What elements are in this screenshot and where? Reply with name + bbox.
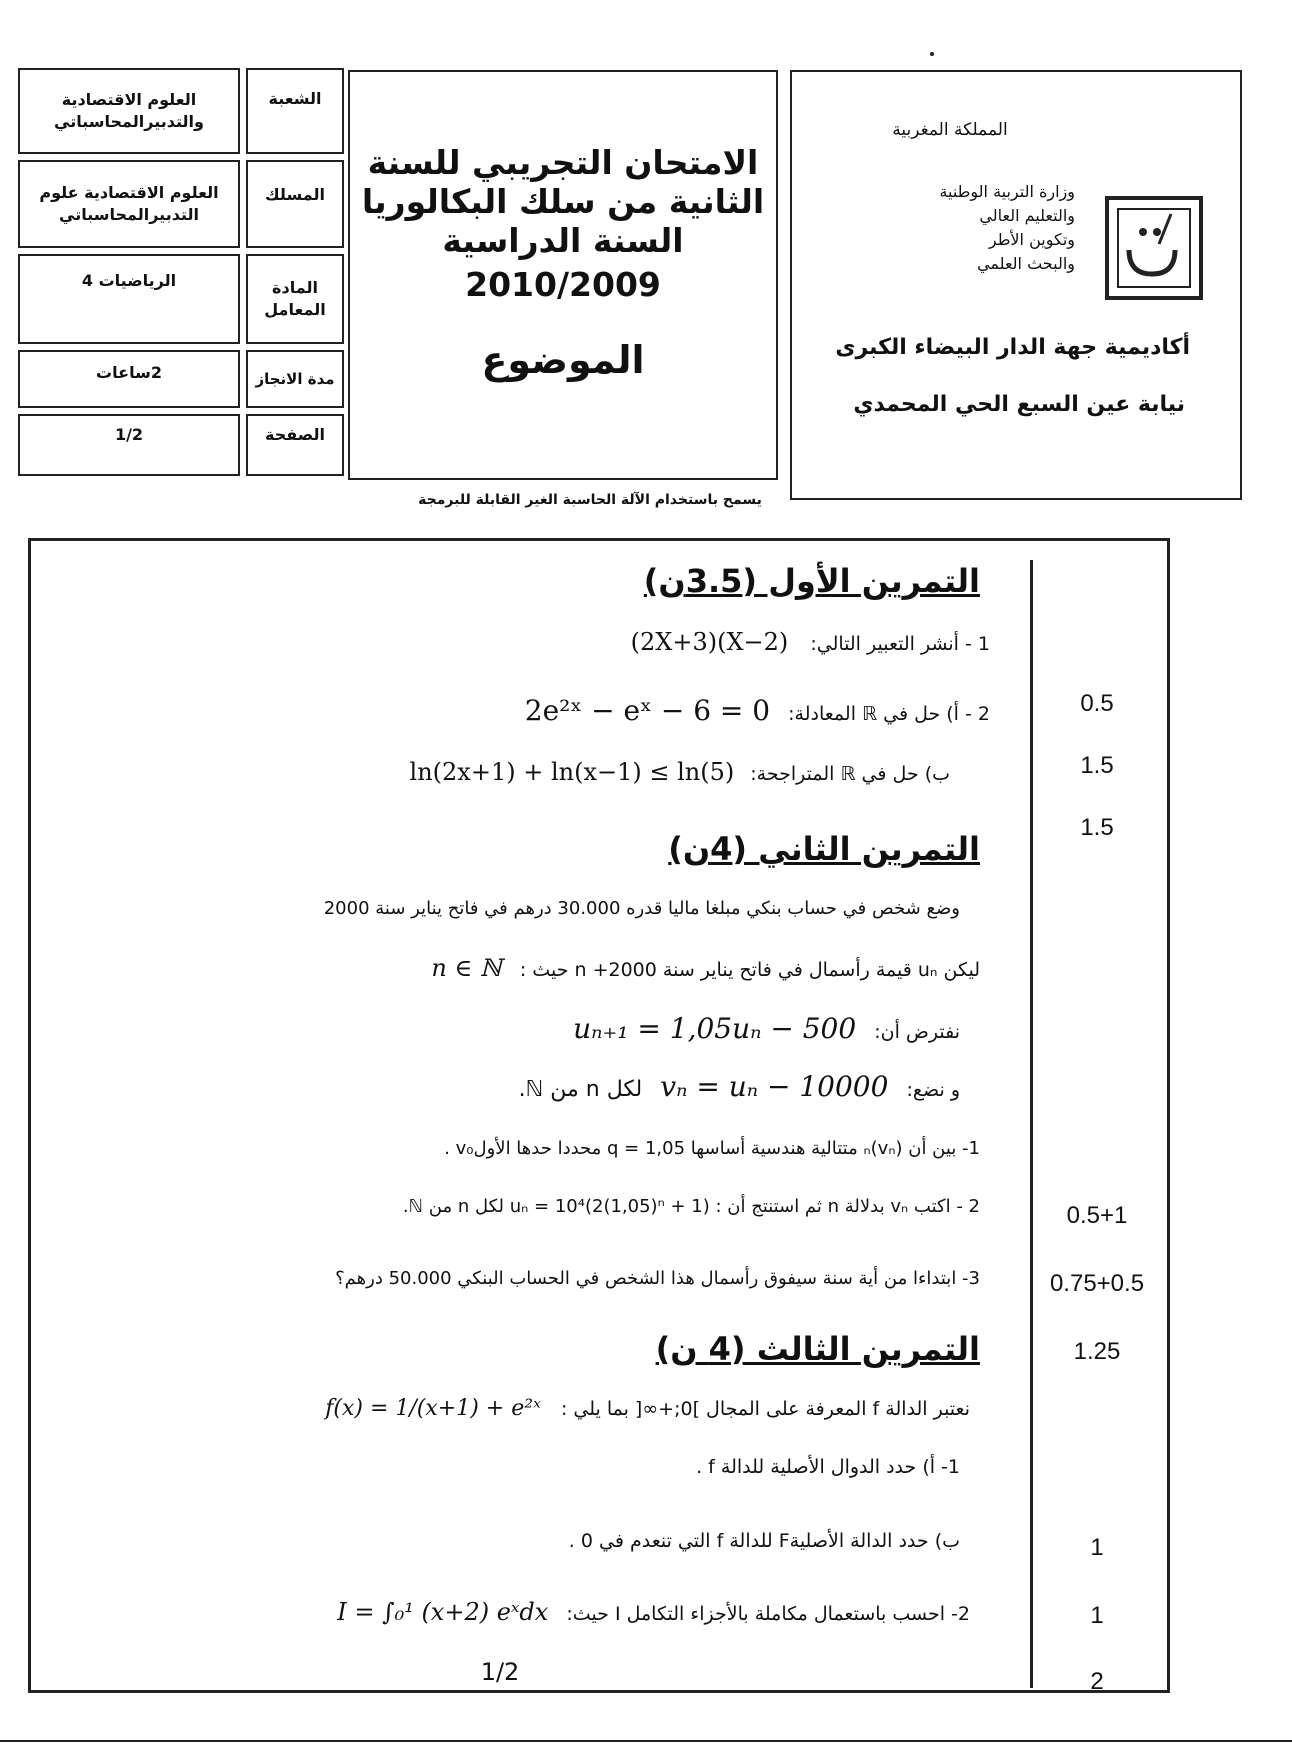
ministry-logo-inner (1117, 208, 1191, 288)
ex2-set (410, 1070, 960, 1103)
ex2-definition (280, 954, 980, 982)
ministry-name (815, 180, 1075, 276)
ex1-q1-text: 1 - أنشر التعبير التالي: (810, 633, 990, 655)
ex3-q1a: 1- أ) حدد الدوال الأصلية للدالة f . (696, 1456, 960, 1478)
ex1-q2a (420, 694, 990, 727)
subject-label-cell (246, 254, 344, 344)
ex1-q2a-text: 2 - أ) حل في ℝ المعادلة: (788, 703, 990, 725)
mark-6: 1.25 (1073, 1338, 1121, 1365)
mark-9: 2 (1090, 1668, 1104, 1695)
mark-4: 0.5+1 (1066, 1202, 1128, 1229)
kingdom-name: المملكة المغربية (892, 120, 1008, 140)
ministry-line-4: والبحث العلمي (977, 254, 1075, 273)
ex1-q1-math: (2X+3)(X−2) (630, 628, 789, 656)
ex1-q2b (300, 758, 950, 786)
ex1-q2b-math: ln(2x+1) + ln(x−1) ≤ ln(5) (409, 758, 735, 786)
ex3-q2-text: 2- احسب باستعمال مكاملة بالأجزاء التكامل I حيث: (566, 1603, 970, 1625)
mark-7: 1 (1090, 1534, 1104, 1561)
page-label-cell (246, 414, 344, 476)
page-number: 1/2 (480, 1658, 520, 1686)
exam-title-line-1: الامتحان التجريبي للسنة (367, 143, 759, 182)
ex2-assume (520, 1012, 960, 1045)
ex3-intro-text: نعتبر الدالة f المعرفة على المجال ]0;+∞[ بما يلي : (560, 1398, 970, 1420)
ministry-line-3: وتكوين الأطر (988, 230, 1075, 249)
branch-value: العلوم الاقتصادية والتدبيرالمحاسباتي (54, 90, 204, 131)
ex2-q3: 3- ابتداءا من أية سنة سيفوق رأسمال هذا الشخص في الحساب البنكي 50.000 درهم؟ (335, 1268, 980, 1289)
marks-column (1030, 560, 1166, 1688)
ex2-set-text: و نضع: (906, 1079, 960, 1101)
duration-label: مدة الانجاز (255, 369, 335, 388)
exam-title-line-2: الثانية من سلك البكالوريا (361, 181, 765, 221)
exercise2-title: التمرين الثاني (4ن) (668, 830, 980, 868)
ex2-set-tail: لكل n من ℕ. (518, 1077, 643, 1102)
ex1-q2a-math: 2e²ˣ − eˣ − 6 = 0 (524, 694, 771, 727)
academy-name: أكاديمية جهة الدار البيضاء الكبرى (835, 335, 1190, 360)
duration-label-cell (246, 350, 344, 408)
ex3-intro (170, 1396, 970, 1421)
track-value: العلوم الاقتصادية علوم التدبيرالمحاسباتي (39, 183, 219, 224)
ex3-q2-math: I = ∫₀¹ (x+2) eˣdx (337, 1598, 549, 1626)
ex2-q1: 1- بين أن (vₙ)ₙ متتالية هندسية أساسها q = 1,05 محددا حدها الأولv₀ . (444, 1138, 980, 1159)
ministry-logo-icon (1119, 210, 1185, 282)
subject-value: الرياضيات 4 (81, 271, 177, 290)
ex3-q2 (140, 1598, 970, 1626)
branch-value-cell (18, 68, 240, 154)
mark-1: 0.5 (1080, 690, 1114, 717)
ministry-line-1: وزارة التربية الوطنية (939, 182, 1075, 201)
exam-title (350, 144, 776, 261)
subject-value-cell (18, 254, 240, 344)
page-value: 1/2 (114, 425, 144, 444)
subject-label: المادة المعامل (264, 278, 326, 319)
ex2-intro: وضع شخص في حساب بنكي مبلغا ماليا قدره 30.000 درهم في فاتح يناير سنة 2000 (323, 898, 960, 919)
ex1-q1 (460, 628, 990, 656)
ex1-q2b-text: ب) حل في ℝ المتراجحة: (750, 763, 950, 785)
exam-title-line-3: السنة الدراسية (442, 220, 684, 260)
ex3-q1b: ب) حدد الدالة الأصليةF للدالة f التي تنعدم في 0 . (568, 1530, 960, 1552)
ex2-q2: 2 - اكتب vₙ بدلالة n ثم استنتج أن : uₙ = 10⁴(2(1,05)ⁿ + 1) لكل n من ℕ. (402, 1196, 980, 1217)
duration-value: 2ساعات (96, 363, 162, 382)
exam-title-block (348, 70, 778, 480)
exercise3-title: التمرين الثالث (4 ن) (655, 1330, 980, 1368)
duration-value-cell (18, 350, 240, 408)
mark-5: 0.75+0.5 (1049, 1270, 1145, 1297)
mark-2: 1.5 (1080, 752, 1114, 779)
directorate-name: نيابة عين السبع الحي المحمدي (853, 392, 1185, 417)
track-value-cell (18, 160, 240, 248)
mark-3: 1.5 (1080, 814, 1114, 841)
scan-dot (930, 52, 934, 56)
ex2-assume-math: uₙ₊₁ = 1,05uₙ − 500 (573, 1012, 857, 1045)
ex2-assume-text: نفترض أن: (874, 1021, 960, 1043)
branch-label-cell (246, 68, 344, 154)
subject-heading: الموضوع (481, 337, 645, 382)
exercise1-title: التمرين الأول (3.5ن) (643, 562, 980, 600)
ministry-line-2: والتعليم العالي (979, 206, 1075, 225)
track-label: المسلك (265, 185, 325, 204)
ministry-logo (1105, 196, 1203, 300)
page-label: الصفحة (265, 425, 326, 444)
mark-8: 1 (1090, 1602, 1104, 1629)
page-value-cell (18, 414, 240, 476)
exam-year: 2010/2009 (465, 264, 661, 304)
bottom-rule (0, 1740, 1292, 1742)
branch-label: الشعبة (268, 89, 322, 108)
ex3-intro-math: f(x) = 1/(x+1) + e²ˣ (325, 1396, 541, 1421)
calculator-note: يسمح باستخدام الآلة الحاسبة الغير القابلة للبرمجة (418, 492, 762, 508)
ex2-set-math: vₙ = uₙ − 10000 (660, 1070, 889, 1103)
track-label-cell (246, 160, 344, 248)
ex2-definition-math: n ∈ ℕ (431, 954, 502, 982)
ex2-definition-text: ليكن uₙ قيمة رأسمال في فاتح يناير سنة 2000+ n حيث : (519, 959, 980, 981)
